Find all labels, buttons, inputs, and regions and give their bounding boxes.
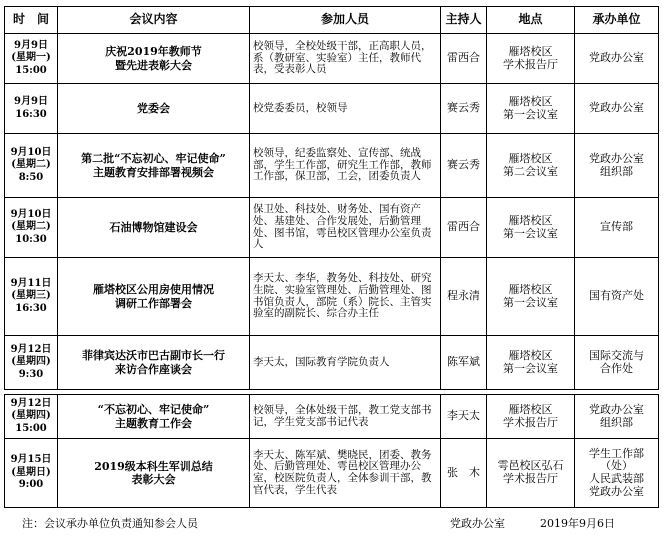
time-line: (星期一) — [11, 52, 51, 64]
time-cell — [5, 84, 58, 134]
location-line: 第一会议室 — [503, 226, 558, 240]
organizer-line: 国有资产处 — [589, 289, 644, 303]
location-cell — [487, 336, 575, 390]
time-cell — [5, 198, 58, 258]
time-line: (星期四) — [11, 410, 51, 422]
location-line: 雁塔校区 — [508, 282, 553, 296]
organizer-line: 党政办公室 — [589, 402, 644, 416]
topic-line: 2019级本科生军训总结 — [94, 459, 213, 473]
location-line: 第一会议室 — [503, 361, 558, 375]
time-line: 9月10日 — [10, 208, 52, 220]
topic-cell — [58, 84, 250, 134]
location-cell — [487, 134, 575, 198]
location-line: 雁塔校区 — [508, 213, 553, 227]
time-line: 9月11日 — [10, 277, 52, 289]
organizer-line: 学生工作部 — [589, 446, 644, 460]
time-cell — [5, 395, 58, 439]
time-cell — [5, 258, 58, 336]
location-line: 雁塔校区 — [508, 402, 553, 416]
location-line: 雁塔校区 — [508, 94, 553, 108]
time-line: 9月10日 — [10, 146, 52, 158]
schedule-table — [4, 6, 659, 390]
table-header-row — [5, 7, 659, 34]
header-attendees: 参加人员 — [250, 7, 441, 34]
attendees-cell: 保卫处、科技处、财务处、国有资产处、基建处、合作发展处，后勤管理处、图书馆，雩邑校区管理办公室负责人 — [250, 198, 441, 258]
location-cell — [487, 258, 575, 336]
location-cell — [487, 439, 575, 508]
organizer-cell — [575, 395, 659, 439]
header-location: 地点 — [487, 7, 575, 34]
attendees-cell: 李天太，国际教育学院负责人 — [250, 336, 441, 390]
time-cell — [5, 439, 58, 508]
topic-line: 党委会 — [137, 101, 170, 115]
organizer-line: 组织部 — [600, 415, 633, 429]
time-line: 9:00 — [18, 479, 44, 491]
topic-cell — [58, 258, 250, 336]
time-line: 9:30 — [18, 368, 44, 380]
topic-line: 雁塔校区公用房使用情况 — [93, 283, 214, 297]
attendees-cell: 李天太、陈军斌、樊晓民，团委、教务处、后勤管理处、雩邑校区管理办公室，校医院负责人，全体参训干部，教官代表，学生代表 — [250, 439, 441, 508]
organizer-cell — [575, 439, 659, 508]
organizer-cell — [575, 84, 659, 134]
time-line: 9月15日 — [10, 454, 52, 466]
organizer-line: 党政办公室 — [589, 51, 644, 65]
attendees-cell: 李天太、李华，教务处、科技处、研究生院、实验室管理处、后勤管理处、图书馆负责人，部院（系）院长、主管实验室的副院长、综合办主任 — [250, 258, 441, 336]
topic-line: 菲律宾达沃市巴古副市长一行 — [82, 349, 225, 363]
table-row — [5, 134, 659, 198]
time-line: 15:00 — [15, 422, 47, 434]
table-row — [5, 198, 659, 258]
time-line: 15:00 — [15, 64, 47, 76]
location-line: 雁塔校区 — [508, 151, 553, 165]
attendees-cell: 校领导，纪委监察处、宣传部、统战部，学生工作部，研究生工作部，教师工作部，保卫部，工会，团委负责人 — [250, 134, 441, 198]
location-line: 雁塔校区 — [508, 44, 553, 58]
topic-line: 第二批“不忘初心、牢记使命” — [81, 152, 226, 166]
topic-cell — [58, 134, 250, 198]
attendees-cell: 校领导，全校处级干部，正高职人员，系（教研室、实验室）主任，教师代表，受表彰人员 — [250, 34, 441, 84]
location-line: 学术报告厅 — [503, 415, 558, 429]
attendees-cell: 校领导，全体处级干部，教工党支部书记，学生党支部书记代表 — [250, 395, 441, 439]
organizer-line: （处） — [600, 459, 633, 473]
time-line: 9月9日 — [14, 39, 48, 51]
time-line: 9月9日 — [14, 96, 48, 107]
location-line: 第一会议室 — [503, 107, 558, 121]
header-host: 主持人 — [441, 7, 487, 34]
organizer-cell — [575, 336, 659, 390]
topic-line: 石油博物馆建设会 — [109, 220, 198, 234]
organizer-cell — [575, 258, 659, 336]
time-line: 16:30 — [15, 302, 47, 314]
topic-cell — [58, 395, 250, 439]
header-time: 时 间 — [5, 7, 58, 34]
location-line: 第二会议室 — [503, 164, 558, 178]
organizer-line: 合作处 — [600, 361, 633, 375]
location-cell — [487, 395, 575, 439]
time-cell — [5, 34, 58, 84]
time-line: 8:50 — [18, 171, 44, 183]
schedule-table-continued — [4, 394, 659, 508]
time-line: (星期四) — [11, 356, 51, 368]
host-cell: 李天太 — [441, 395, 487, 439]
location-line: 学术报告厅 — [503, 57, 558, 71]
host-cell: 程永清 — [441, 258, 487, 336]
organizer-line: 党政办公室 — [589, 101, 644, 115]
host-cell: 雷西合 — [441, 198, 487, 258]
table-row — [5, 395, 659, 439]
organizer-line: 组织部 — [600, 164, 633, 178]
footer-office: 党政办公室 — [450, 517, 505, 530]
location-line: 雩邑校区弘石 — [497, 459, 564, 473]
time-line: (星期二) — [11, 221, 51, 233]
host-cell: 张 木 — [441, 439, 487, 508]
topic-line: 庆祝2019年教师节 — [105, 45, 202, 59]
attendees-cell: 校党委委员，校领导 — [250, 84, 441, 134]
organizer-line: 宣传部 — [600, 220, 633, 234]
time-line: 16:30 — [15, 108, 47, 120]
organizer-cell — [575, 198, 659, 258]
location-line: 第一会议室 — [503, 295, 558, 309]
footer-note: 注：会议承办单位负责通知参会人员 — [22, 517, 198, 530]
organizer-line: 国际交流与 — [589, 348, 644, 362]
topic-line: 主题教育安排部署视频会 — [93, 165, 214, 179]
host-cell: 雷西合 — [441, 34, 487, 84]
organizer-line: 党政办公室 — [589, 151, 644, 165]
topic-cell — [58, 336, 250, 390]
topic-line: 调研工作部署会 — [115, 296, 192, 310]
table-row — [5, 258, 659, 336]
header-topic: 会议内容 — [58, 7, 250, 34]
topic-line: 来访合作座谈会 — [115, 362, 192, 376]
organizer-line: 人民武装部 — [589, 472, 644, 485]
host-cell: 陈军斌 — [441, 336, 487, 390]
topic-cell — [58, 439, 250, 508]
table-row — [5, 84, 659, 134]
topic-line: “不忘初心、牢记使命” — [97, 403, 210, 417]
table-row — [5, 34, 659, 84]
location-line: 学术报告厅 — [503, 472, 558, 485]
header-organizer: 承办单位 — [575, 7, 659, 34]
topic-cell — [58, 198, 250, 258]
time-line: (星期二) — [11, 159, 51, 171]
host-cell: 赛云秀 — [441, 84, 487, 134]
location-line: 雁塔校区 — [508, 348, 553, 362]
time-line: 10:30 — [15, 233, 47, 245]
organizer-line: 党政办公室 — [589, 484, 644, 498]
time-line: 9月12日 — [10, 343, 52, 355]
topic-cell — [58, 34, 250, 84]
table-row — [5, 439, 659, 508]
host-cell: 赛云秀 — [441, 134, 487, 198]
organizer-cell — [575, 134, 659, 198]
time-line: (星期三) — [11, 290, 51, 302]
footer-date: 2019年9月6日 — [540, 517, 615, 530]
time-line: 9月12日 — [10, 397, 52, 409]
organizer-cell — [575, 34, 659, 84]
topic-line: 表彰大会 — [131, 473, 176, 486]
location-cell — [487, 34, 575, 84]
topic-line: 主题教育工作会 — [115, 416, 192, 430]
time-line: (星期日) — [11, 466, 51, 478]
time-cell — [5, 336, 58, 390]
location-cell — [487, 198, 575, 258]
time-cell — [5, 134, 58, 198]
location-cell — [487, 84, 575, 134]
topic-line: 暨先进表彰大会 — [115, 58, 192, 72]
table-row — [5, 336, 659, 390]
